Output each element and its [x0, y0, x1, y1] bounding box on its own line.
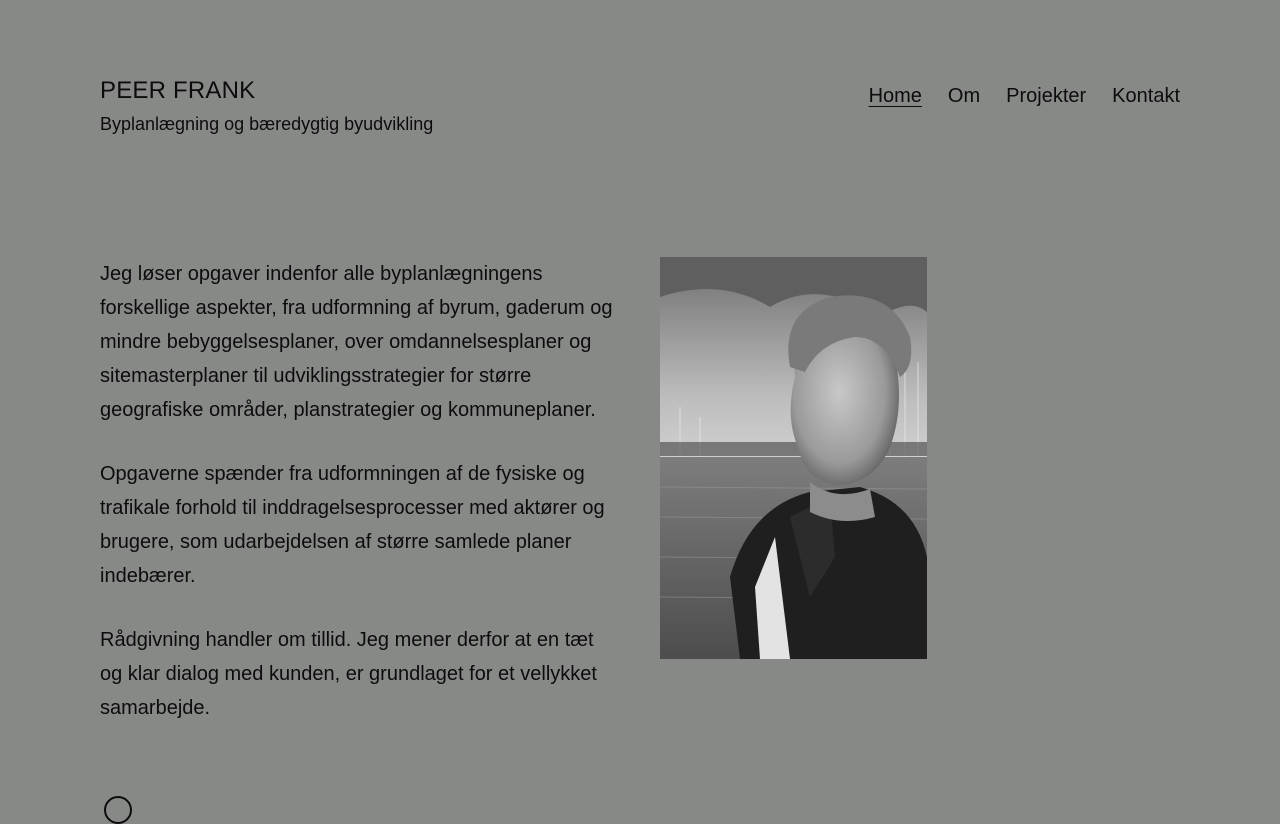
site-title[interactable]: PEER FRANK	[100, 77, 256, 104]
main-nav	[843, 83, 1180, 109]
intro-paragraph: Jeg løser opgaver indenfor alle byplanlægningens forskellige aspekter, fra udformning af byrum, gaderum og mindre bebyggelsesplaner, over omdannelsesplaner og sitemasterplaner til udviklingsstrategier for større geografiske områder, planstrategier og kommuneplaner.	[100, 263, 613, 421]
site-header	[100, 76, 1180, 146]
trust-paragraph: Rådgivning handler om tillid. Jeg mener derfor at en tæt og klar dialog med kunden, er grundlaget for et vellykket samarbejde.	[100, 629, 597, 719]
nav-item-projekter[interactable]: Projekter	[1006, 85, 1087, 107]
scope-paragraph: Opgaverne spænder fra udformningen af de fysiske og trafikale forhold til inddragelsesprocesser med aktører og brugere, som udarbejdelsen af større samlede planer indebærer.	[100, 463, 605, 587]
main-content	[100, 257, 620, 755]
site-tagline: Byplanlægning og bæredygtig byudvikling	[100, 114, 434, 134]
portrait-photo	[660, 257, 927, 659]
nav-item-kontakt[interactable]: Kontakt	[1112, 85, 1180, 107]
nav-item-home[interactable]: Home	[868, 85, 922, 107]
circle-icon	[104, 796, 132, 824]
nav-item-om[interactable]: Om	[947, 85, 981, 107]
